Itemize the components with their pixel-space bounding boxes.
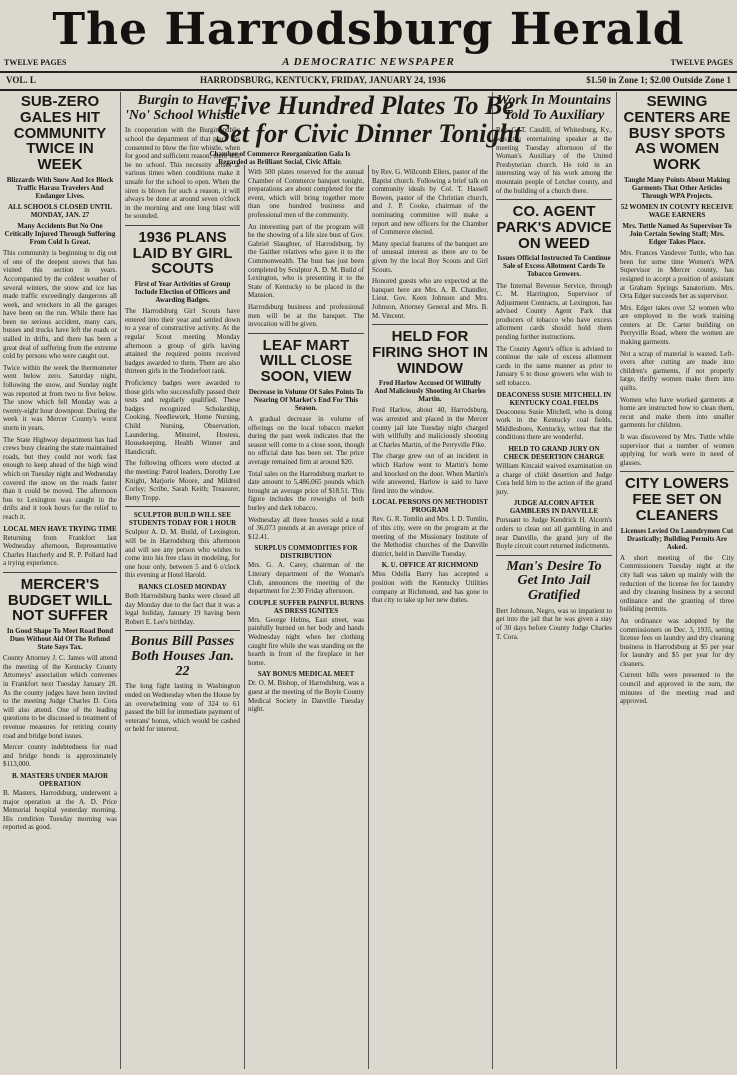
column-rule — [616, 92, 617, 1069]
article-text: by Rev. G. Willcomb Ellers, pastor of the Baptist church. Following a brief talk on community ideals by Col. T. Hassell Bowen, pastor of the Christian church, and J. P. Cooke, chairman of the nominating committee will make a report and new officers for the Chamber of Commerce elected. — [372, 168, 488, 237]
deck: 52 WOMEN IN COUNTY RECEIVE WAGE EARNERS — [620, 202, 734, 219]
article-text: Wednesday all three houses sold a total of 36,073 pounds at an average price of $12.41. — [248, 515, 364, 541]
headline-city-lowers-fee: CITY LOWERS FEE SET ON CLEANERS — [625, 475, 729, 524]
column-rule — [492, 92, 493, 1069]
headline-burgin-whistle: Burgin to Have 'No' School Whistle — [125, 93, 240, 123]
subhead: BANKS CLOSED MONDAY — [138, 582, 227, 591]
ear-right: TWELVE PAGES — [670, 58, 733, 67]
column-3 — [248, 168, 364, 1069]
article-text: County Attorney J. C. James will attend the meeting of the Kentucky County Attorneys' association which convenes in Frankfort next Tuesday January 28. As the county judges have been invited to the meeting Judge Charles D. Cora will also attend. One of the leading questions to be discussed is treatment of revenue measures for retiring county road and bridge bond issues. — [3, 654, 117, 740]
deck: Decrease in Volume Of Sales Points To Nearing Of Market's End For This Season. — [248, 387, 364, 413]
subhead: SAY BONUS MEDICAL MEET — [257, 670, 355, 679]
subhead: LOCAL PERSONS ON METHODIST PROGRAM — [372, 498, 488, 515]
article-text: Mercer county indebtedness for road and bridge bonds is approximately $113,000. — [3, 743, 117, 769]
article-text: Fred Harlow, about 40, Harrodsburg, was arrested and placed in the Mercer county jail late Tuesday night charged with willfully and maliciously shooting at Charles Martin, of the Perryville Pike. — [372, 406, 488, 449]
deck: Many Accidents But No One Critically Injured Through Suffering From Cold Is Great. — [4, 221, 116, 247]
divider — [620, 471, 734, 472]
column-1 — [3, 92, 117, 1069]
divider — [125, 630, 240, 631]
article-text: This community is beginning to dig out of one of the deepest snows that has visited this section in years. Accompanied by the coldest weather of several winters, the snow and ice has made traffic exceedingly dangerous all week, and wreckers in all the garages have been on the run. While there has been no serious accident, many cars, busses and trucks have left the roads or stalled in drifts, and there has been a great deal of suffering from the extreme cold by persons who were caught out. — [3, 249, 117, 361]
deck: Issues Official Instructed To Continue Sale of Excess Allotment Cards To Tobacco Growers. — [497, 254, 611, 279]
article-text: The Harrodsburg Girl Scouts have entered into their year and settled down to a year of constructive activity. At the regular Scout meeting Monday afternoon a group of girls having attained the required points received badges awarded to them. There are also thirteen girls in the Tenderfoot rank. — [125, 307, 240, 376]
article-text: Harrodsburg business and professional men will be at the banquet. The invocation will be given. — [248, 302, 364, 329]
masthead-subtitle: A DEMOCRATIC NEWSPAPER — [282, 56, 455, 68]
article-text: Sculptor A. D. M. Build, of Lexington, will be in Harrodsburg this afternoon and will see any person who wishes to come into his free class in modeling, for one hour only, between 5 and 6 o'clock this evening at Hotel Harold. — [125, 528, 240, 580]
article-text: Many special features of the banquet are of unusual interest as there are to be given by the local Boy Scouts and Girl Scouts. — [372, 239, 488, 274]
headline-sub-zero-gales: SUB-ZERO GALES HIT COMMUNITY TWICE IN WEEK — [13, 93, 107, 173]
article-text: Both Harrodsburg banks were closed all day Monday due to the fact that it was a legal holiday, January 19 having been Robert E. Lee's birthday. — [125, 591, 240, 626]
headline-bonus-bill: Bonus Bill Passes Both Houses Jan. 22 — [130, 634, 235, 679]
column-4 — [372, 168, 488, 1069]
divider — [496, 199, 612, 200]
banner-line-2: Set for Civic Dinner Tonight — [215, 119, 522, 148]
divider — [248, 333, 364, 334]
headline-work-in-mountains: Work In Mountains Told To Auxiliary — [496, 93, 612, 123]
article-text: Mrs. George Helms, East street, was painfully burned on her body and hands Wednesday night when her clothing caught fire while she was standing on the hearth in front of the fireplace in her home. — [248, 615, 364, 667]
headline-girl-scouts: 1936 PLANS LAID BY GIRL SCOUTS — [132, 228, 233, 278]
article-text: Current bills were presented to the council and approved in the sum, the minutes of the meeting read and approved. — [620, 671, 734, 706]
divider — [3, 572, 117, 573]
article-text: In cooperation with the Burgin public school the department of that place has consented to blow the fire whistle, when for good and sufficient reason, there will be no school. This necessity arises at various times when conditions make it unsafe for the school to open. When the siren is blown for such a reason, it will always be done at around seven o'clock in the morning and one long blast will be sounded. — [125, 126, 240, 221]
subhead: B. MASTERS UNDER MAJOR OPERATION — [11, 772, 109, 789]
article-text: Returning from Frankfort last Wednesday afternoon, Representative Charles Hatcherly and R. P. Pollard had a trying experience. — [3, 533, 117, 568]
article-text: Rev. G. T. Caudill, of Whitesburg, Ky., was the entertaining speaker at the meeting Tuesday afternoon of the Woman's Auxiliary of the United Presbyterian church. He told in an interesting way of his work among the mountain people of Letcher county, and of the building of a church there. — [496, 126, 612, 195]
headline-county-agent: CO. AGENT PARK'S ADVICE ON WEED — [496, 203, 612, 252]
article-text: The State Highway department has had crews busy clearing the state maintained roads, but they could not work fast enough to keep ahead of the high wind which on Tuesday night and Wednesday covered the snow on the roads faster than it could be moved. The afternoon bus to Lexington was caught in the drifts and it took hours for the relief to reach it. — [3, 435, 117, 521]
column-rule — [244, 165, 245, 1069]
deck: First of Year Activities of Group Include Election of Officers and Awarding Badges. — [134, 280, 231, 305]
column-rule — [368, 165, 369, 1069]
deck: ALL SCHOOLS CLOSED UNTIL MONDAY, JAN. 27 — [7, 202, 113, 219]
article-text: Deaconess Susie Mitchell, who is doing work in the Kentucky coal fields, Middlesboro, Kentucky, writes that the conditions there are wonderful. — [496, 407, 612, 442]
deck: Licenses Levied On Laundrymen Cut Drastically; Building Permits Are Asked. — [620, 526, 734, 551]
column-6 — [620, 92, 734, 1069]
subhead: COUPLE SUFFER PAINFUL BURNS AS DRESS IGNITES — [248, 598, 364, 615]
subhead: SCULPTOR BUILD WILL SEE STUDENTS TODAY FOR 1 HOUR — [128, 511, 237, 528]
article-text: A gradual decrease in volume of offerings on the local tobacco market during the past week indicates that the season will come to a close soon, though no official date has been set. The price average remained firm at around $20. — [248, 415, 364, 467]
column-rule — [120, 92, 121, 1069]
article-text: The charge grew out of an incident in which Harlow went to Martin's home and knocked on the door. When Martin's wife answered, Harlow is said to have fired into the window. — [372, 452, 488, 495]
headline-sewing-centers: SEWING CENTERS ARE BUSY SPOTS AS WOMEN WORK — [623, 93, 731, 173]
article-text: The following officers were elected at the meeting: Patrol leaders, Dorothy Lee Knight, Marjorie Moore, and Mildred Corley; Scribe, Sarah Keith; Treasurer, Betty Tropp. — [125, 459, 240, 502]
article-text: Dr. O. M. Bishop, of Harrodsburg, was a guest at the meeting of the Boyle County Medical Society in Danville Tuesday night. — [248, 679, 364, 714]
article-text: William Kincaid waived examination on a charge of child desertion and Judge Cora held him to the action of the grand jury. — [496, 462, 612, 496]
article-text: Mrs. Edger takes over 52 women who are employed in the work training centers at Dr. Carter building on Perryville Road, where the women are making garments. — [620, 303, 734, 347]
article-text: Mrs. G. A. Carey, chairman of the Literary department of the Woman's Club, announces the meeting of the department for 2:30 Friday afternoon. — [248, 561, 364, 596]
masthead-title: The Harrodsburg Herald — [52, 4, 685, 55]
article-text: Pursuant to Judge Kendrick H. Alcorn's orders to clean out all gambling in and near Danville, the grand jury of the Boyle circuit court returned indictments. — [496, 516, 612, 551]
column-2 — [125, 92, 240, 1069]
article-text: Rev. G. R. Tomlin and Mrs. I. D. Tumlin, of this city, were on the program at the meeting of the Missionary Institute of the Methodist churches of the Danville district, held in Danville Tuesday. — [372, 515, 488, 558]
article-text: Bert Johnson, Negro, was so impatient to get into the jail that he was given a stay of 30 days before County Judge Charles T. Cora. — [496, 606, 612, 641]
article-text: Miss Odella Barry has accepted a position with the Kentucky Utilities company at Richmond, and has gone to that city to take up her new duties. — [372, 570, 488, 605]
ear-left: TWELVE PAGES — [4, 58, 67, 67]
article-text: It was discovered by Mrs. Tuttle while supervisor that a number of women applying for work were in need of glasses. — [620, 433, 734, 467]
subhead: HELD TO GRAND JURY ON CHECK DESERTION CHARGE — [503, 445, 605, 462]
article-text: Honored guests who are expected at the banquet here are Mrs. A. B. Chandler, Lieut. Gov. Keen Johnson and Mrs. Johnson, Attorney General and Mrs. B. M. Vincent. — [372, 277, 488, 320]
article-text: An interesting part of the program will be the showing of a life size bust of Gov. Gabriel Slaughter, of Harrodsburg, by the Gaither relatives who gave it to the Commonwealth. The bust has just been completed by Sculptor A. D. M. Build of Lexington, who is presenting it to the State of Kentucky to be placed in the Mansion. — [248, 222, 364, 300]
dateline-bar — [0, 71, 737, 91]
subhead: K. U. OFFICE AT RICHMOND — [381, 561, 479, 570]
headline-mans-desire: Man's Desire To Get Into Jail Gratified — [506, 558, 602, 604]
article-text: Twice within the week the thermometer went below zero. Saturday night, following the snow, and Sunday night was reported at from two to five below. The snow which fell Monday was a twenty-eight hour downpour. During the week it was Mercer County's worst storm in years. — [3, 363, 117, 432]
dateline-text: HARRODSBURG, KENTUCKY, FRIDAY, JANUARY 24, 1936 — [200, 75, 446, 85]
banner-headline — [196, 92, 541, 150]
article-text: The County Agent's office is advised to continue the sale of excess allotment cards in the same manner as prior to January 6 to those growers who wish to sell tobacco. — [496, 344, 612, 388]
banner-line-1: Five Hundred Plates To Be — [223, 91, 514, 120]
article-text: Proficiency badges were awarded to those girls who successfully passed their tests and regularly qualified. These badges recognized Scholarship, Cooking, Needlework, Home Nursing, Child Nursing, Observation, Laundering, Minstrel, Hostess, Housekeeping, Health Winner and Handicraft. — [125, 379, 240, 456]
article-text: The long fight lasting in Washington ended on Wednesday when the House by an overwhelming vote of 324 to 61 passed the bill for immediate payment of veterans' bonus, which would be cashed or held for interest. — [125, 682, 240, 734]
volume-number: VOL. L — [6, 75, 36, 85]
article-text: A short meeting of the City Commissioners Tuesday night at the city hall was taken up mainly with the reduction of the license fee for laundry and dry cleaning business by a second ordinance and the granting of three building permits. — [620, 553, 734, 614]
article-text: An ordinance was adopted by the commissioners on Dec. 3, 1935, setting license fees on laundry and dry cleaning business in Harrodsburg at $5 per year for laundry and $5 per year for dry cleaners. — [620, 616, 734, 668]
headline-leaf-mart: LEAF MART WILL CLOSE SOON, VIEW — [259, 336, 353, 386]
article-text: The Internal Revenue Service, through C. M. Harrington, Supervisor of Adjustment Contracts, at Lexington, has advised County Agent Park that producers of tobacco who have excess allotment cards should hold them pending further instructions. — [496, 281, 612, 342]
deck: Mrs. Tuttle Named As Supervisor To Join Certain Sewing Staff; Mrs. Edger Takes Place. — [622, 221, 732, 247]
article-text: Mrs. Frances Vandever Tuttle, who has been for some time Women's WPA Supervisor in Mercer county, has resigned to accept a position of assistant at Graham Springs Sanatorium. Mrs. Orta Edger succeeds her as supervisor. — [620, 249, 734, 301]
divider — [496, 555, 612, 556]
deck: Fred Harlow Accused Of Willfully And Maliciously Shooting At Charles Martin. — [374, 379, 486, 404]
subhead: SURPLUS COMMODITIES FOR DISTRIBUTION — [254, 544, 358, 561]
article-text: Not a scrap of material is wasted. Left-overs after cutting are made into children's garments, if not properly large, thrifty women make them into quilts. — [620, 349, 734, 393]
deck: Blizzards With Snow And Ice Block Traffic Harass Travelers And Endanger Lives. — [6, 175, 114, 200]
article-text: Women who have worked garments at home are instructed how to clean them, recut and make them into smaller garments for children. — [620, 395, 734, 430]
subhead: DEACONESS SUSIE MITCHELL IN KENTUCKY COAL FIELDS — [496, 390, 612, 407]
subhead: JUDGE ALCORN AFTER GAMBLERS IN DANVILLE — [509, 499, 599, 516]
deck: In Good Shape To Meet Road Bond Dues Without Aid Of The Refund State Says Tax. — [6, 627, 114, 652]
article-text: B. Masters, Harrodsburg, underwent a major operation at the A. D. Price Memorial hospital yesterday morning. His condition Tuesday morning was reported as good. — [3, 789, 117, 832]
banner-subline — [196, 150, 541, 167]
headline-held-for-firing: HELD FOR FIRING SHOT IN WINDOW — [372, 328, 488, 377]
headline-mercer-budget: MERCER'S BUDGET WILL NOT SUFFER — [7, 575, 113, 625]
deck: Taught Many Points About Making Garments That Other Articles Through WPA Projects. — [624, 175, 730, 200]
column-5 — [496, 92, 612, 1069]
banner-deck: Chamber of Commerce Reorganization Gala Is Regarded as Brilliant Social, Civic Affair. — [209, 150, 351, 167]
price-text: $1.50 in Zone 1; $2.00 Outside Zone 1 — [586, 75, 731, 85]
article-text: Total sales on the Harrodsburg market to date amount to 5,486,065 pounds which brought an average price of $18.51. This figure includes the reweighs of both burley and dark tobacco. — [248, 469, 364, 513]
divider — [125, 506, 240, 507]
divider — [372, 324, 488, 325]
subhead: LOCAL MEN HAVE TRYING TIME — [3, 524, 117, 533]
article-text: With 500 plates reserved for the annual Chamber of Commerce banquet tonight, preparations are about completed for the event, which will bring together more than one hundred business and professional men of the community. — [248, 168, 364, 219]
divider — [125, 225, 240, 226]
